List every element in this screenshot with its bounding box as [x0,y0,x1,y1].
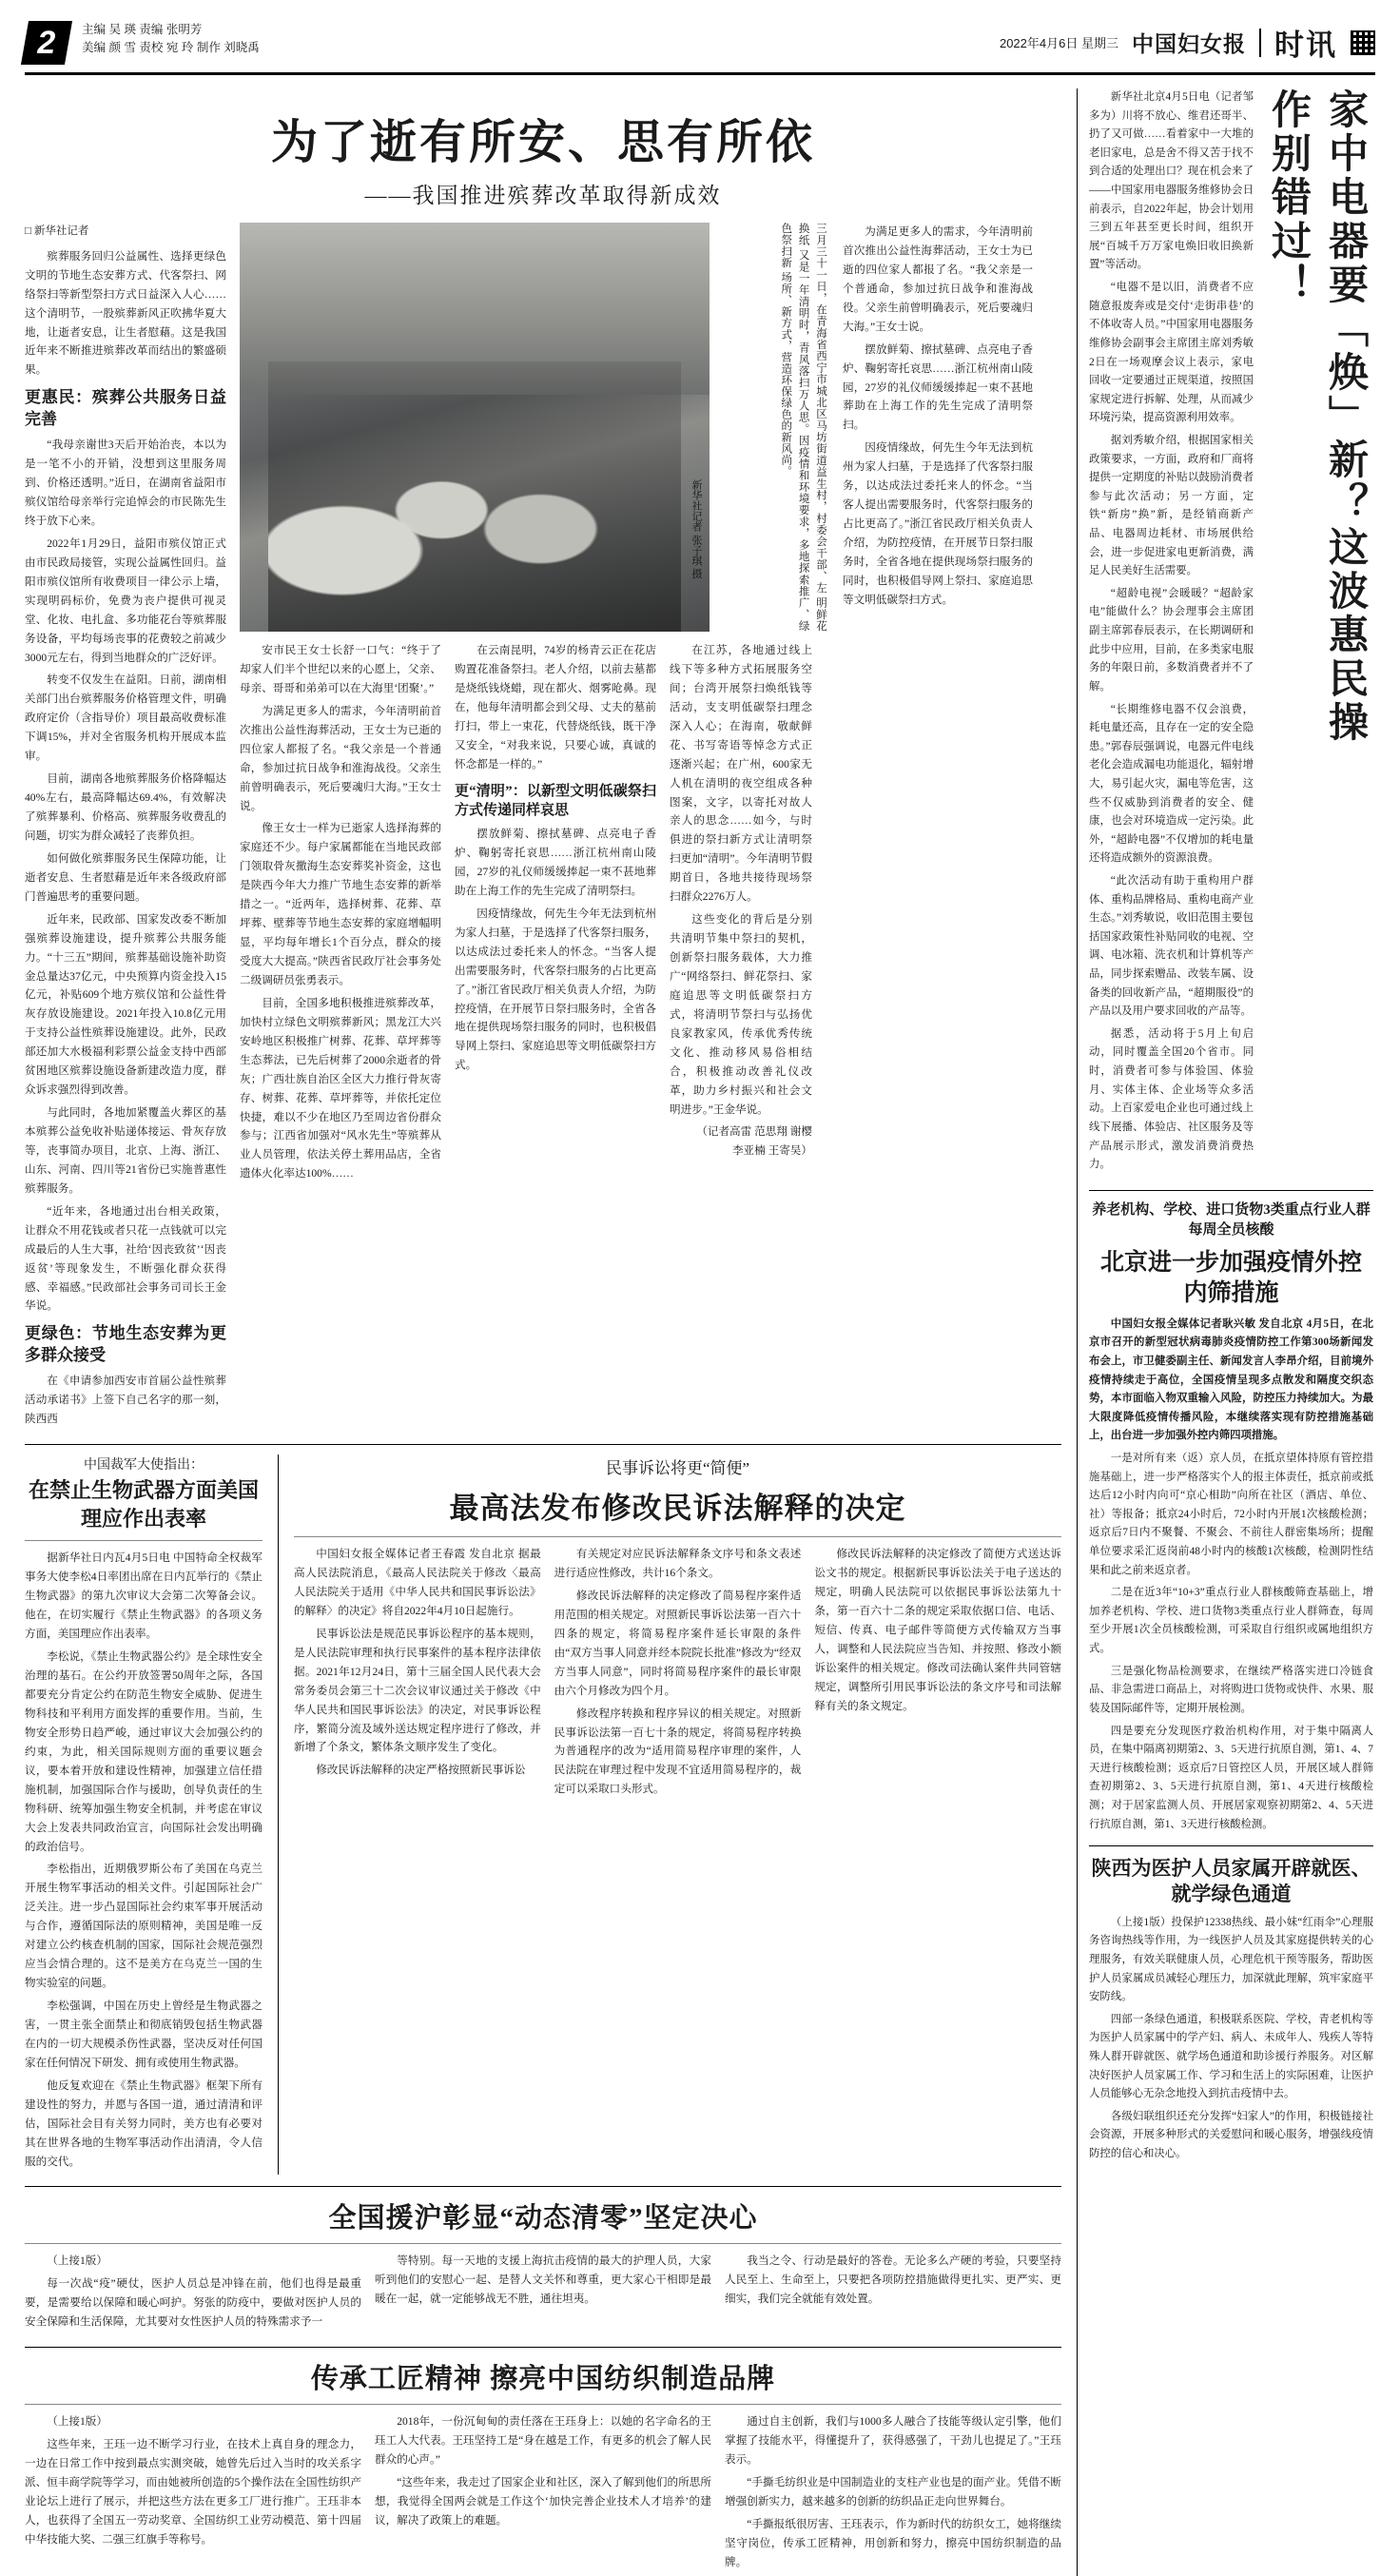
article-columns [25,2252,1061,2335]
paragraph: 李松指出，近期俄罗斯公布了美国在乌克兰开展生物军事活动的相关文件。引起国际社会广泛关注。进一步凸显国际社会约束军事开展活动与合作，遵循国际法的原则精神，美国是唯一反对建立公约核查机制的国家，国际社会规范强烈应当会情合理的。这不是美方在乌克兰一国的生物实验室的问题。 [25,1863,262,1990]
page-title: 为了逝有所安、思有所依 [270,116,815,168]
paragraph: 他反复欢迎在《禁止生物武器》框架下所有建设性的努力，并愿与各国一道，通过清清和评估，国际社会目有关努力同时，美方也有必要对其在世界各地的生物军事活动作出清清，令人信服的交代。 [25,2078,262,2168]
article-col-1 [294,1545,541,1803]
page-body [25,88,1375,2576]
article-body [1089,1316,1373,1834]
article-kicker: 中国裁军大使指出： [84,1458,204,1473]
editor-line-1: 主编 吴 瑛 责编 张明芳 [82,23,203,36]
paragraph: “这些年来，我走过了国家企业和社区，深入了解到他们的所思所想，我觉得全国两会就是工作这个‘加快完善企业技术人才培养’的建议，解决了政策上的难题。 [375,2476,711,2527]
byline: □ 新华社记者 [25,225,89,237]
article-col-2 [375,2252,711,2335]
right-zone [1077,88,1373,2576]
article-col-3 [725,2252,1061,2335]
paragraph: 据新华社日内瓦4月5日电 中国特命全权裁军事务大使李松4日率团出席在日内瓦举行的《禁止生物武器》的第九次审议大会第二次筹备会议。他在，在切实履行《禁止生物武器》的各项义务方面，美国理应作出表率。 [25,1551,262,1641]
paragraph: “手撕毛纺织业是中国制造业的支柱产业也是的面产业。凭借不断增强创新实力，越来越多的创新的纺织品正走向世界舞台。 [725,2476,1061,2508]
paragraph: “超龄电视”会暖暖？“超龄家电”能做什么？协会理事会主席团副主席郭春辰表示，在长期调研和此步中应用，目前，在多类家电服务的年限日前，多数消费者并不了解。 [1089,587,1254,693]
paragraph: 中国妇女报全媒体记者王春霞 发自北京 据最高人民法院消息，《最高人民法院关于修改〈最高人民法院关于适用《中华人民共和国民事诉讼法》的解释〉的决定》将自2022年4月10日起施行。 [294,1548,541,1617]
qr-code-icon[interactable] [1351,30,1375,55]
paragraph: “手撕报纸很厉害、王珏表示，作为新时代的纺织女工，她将继续坚守岗位，传承工匠精神，用创新和努力，擦亮中国纺织制造的品牌。 [725,2517,1061,2568]
article-col-3 [814,1545,1061,1803]
photo-caption: 三月三十一日，在青海省西宁市城北区马坊街道益生村，村委会干部、左 明鲜花换纸 又是一年清明时，青风落扫万人思。因疫情和环境要求，多地探索推广、绿色祭扫新 场所、新方式，营造环保绿色的新风尚。 [780,223,826,632]
lead-col-1 [25,223,226,1433]
divider [1259,29,1261,57]
paragraph: 有关规定对应民诉法解释条文序号和条文表述进行适应性修改，共计16个条文。 [554,1548,802,1580]
paragraph: 这些变化的背后是分别共清明节集中祭扫的契机，创新祭扫服务载体，大力推广“网络祭扫、鲜花祭扫、家庭追思等文明低碳祭扫方式，将清明节祭扫与弘扬优良家教家风，传承优秀传统文化、推动移风易俗相结合，积极推动改善礼仪改革，助力乡村振兴和社会文明进步。”王金华说。 [670,913,812,1116]
photo-wrap [240,223,829,632]
news-photo [240,223,710,632]
article-title: 最高法发布修改民诉法解释的决定 [449,1492,906,1526]
lead-paragraph: 中国妇女报全媒体记者耿兴敏 发自北京 4月5日，在北京市召开的新型冠状病毒肺炎疫情防控工作第300场新闻发布会上，市卫健委副主任、新闻发言人李昂介绍，目前境外疫情持续走于高位，全国疫情呈现多点散发和隔度交织态势，本市面临入物双重输入风险，防控压力持续加大。为最大限度降低疫情传播风险，本继续落实现有防控措施基础上，出台进一步加强外控内筛四项措施。 [1089,1317,1373,1442]
appliance-story [1089,88,1373,1179]
page-subtitle: ——我国推进殡葬改革取得新成效 [364,184,722,207]
photo-credit: 新华社记者 张子琪 摄 [690,479,702,579]
paragraph: 等特别。每一天地的支援上海抗击疫情的最大的护理人员，大家听到他们的安慰心一起、是替人文关怀和尊重，更大家心干相即是最暖在一起，就一定能够战无不胜，通往坦夷。 [375,2254,711,2306]
lead-col-3 [670,641,812,1187]
paragraph: 在《申请参加西安市首届公益性殡葬活动承诺书》上签下自己名字的那一刻，陕西西 [25,1375,226,1426]
continuation-note: （上接1版） [47,2254,107,2268]
paragraph: 修改程序转换和程序异议的相关规定。对照新民事诉讼法第一百七十条的规定，将简易程序转换为普通程序的改为“适用简易程序审理的案件，人民法院在审理过程中发现不宜适用简易程序的，裁定可以采取口头形式。 [554,1707,802,1796]
article-title: 陕西为医护人员家属开辟就医、就学绿色通道 [1091,1857,1371,1906]
article-textile-craftsmanship [25,2357,1061,2576]
masthead [25,21,1375,75]
lead-col-2 [240,641,441,1187]
paragraph: 一是对所有来（返）京人员，在抵京望体持原有管控措施基础上，进一步严格落实个人的报主体责任，抵京前或抵达后12小时内向可“京心相助”向所在社区（酒店、单位、社）等报备；抵京24小时后，72小时内开展1次核酸检测；返京后7日内不聚餐、不聚会、不前往人群密集场所；提醒单位要求采汇返岗前48小时内的核酸1次核酸，检测阴性结果和此之前来返京者。 [1089,1453,1373,1576]
paragraph: 目前，全国多地积极推进殡葬改革，加快村立绿色文明殡葬新风；黑龙江大兴安岭地区积极推广树葬、花葬、草坪葬等生态葬法，已先后树葬了2000余逝者的骨灰；广西壮族自治区全区大力推行骨灰寄存、树葬、花葬、草坪葬等，并依托定位快捷，难以不少在地区乃至周边省份群众参与；江西省加强对“风水先生”等殡葬从业人员管理，依法关停土葬用品店，全省遗体火化率达100%…… [240,996,441,1181]
paragraph: 目前，湖南各地殡葬服务价格降幅达40%左右，最高降幅达69.4%，有效解决了殡葬暴利、价格高、殡葬服务收费乱的问题，切实为群众减轻了丧葬负担。 [25,772,226,842]
article-title: 在禁止生物武器方面美国理应作出表率 [28,1478,259,1531]
paragraph: 在云南昆明，74岁的杨青云正在花店购置花准备祭扫。老人介绍，以前去墓都是烧纸钱烧蜡，现在都火、烟雾呛鼻。现在，他每年清明都会到父母、丈夫的墓前打扫，带上一束花，代替烧纸钱，既干净又安全，“对我来说，只要心诚，真诚的怀念都是一样的。” [455,644,656,771]
divider [25,2243,1061,2244]
date-text: 2022年4月6日 [999,36,1079,50]
paragraph: “电器不是以旧，消费者不应随意报废奔或是交付‘走街串巷’的不体收寄人员。”中国家用电器服务维修协会副事会主席团主席刘秀敏2日在一场观摩会议上表示，家电回收一定要通过正规渠道，按照国家规定进行拆解、处理，从而减少环境污染，提高资源利用效率。 [1089,282,1254,424]
paragraph: 像王女士一样为已逝家人选择海葬的家庭还不少。每户家属都能在当地民政部门领取骨灰撒海生态安葬奖补资金，这也是陕西今年大力推广节地生态安葬的新举措之一。“近两年，选择树葬、花葬、草坪葬、壁葬等节地生态安葬的家庭增幅明显，平均每年增长1个百分点，群众的接受度大大提高。”陕西省民政厅社会事务处二级调研员张勇表示。 [240,822,441,986]
paragraph: 安市民王女士长舒一口气：“终于了却家人们半个世纪以来的心愿上，父亲、母亲、哥哥和弟弟可以在大海里‘团聚’。” [240,644,441,694]
appliance-body [1089,88,1254,1179]
paragraph: 与此同时，各地加紧覆盖火葬区的基本殡葬公益免收补贴递体接运、骨灰存放等，丧事简办项目，北京、上海、浙江、山东、河南、四川等21省份已实施普惠性殡葬服务。 [25,1106,226,1195]
paragraph: “长期维修电器不仅会浪费，耗电量还高，且存在一定的安全隐患。”郭春辰强调说，电器元件电线老化会造成漏电功能退化，辐射增大，易引起火灾，漏电等危害，这些不仅威胁到消费者的安全、健康，也会对环境造成一定污染。此外，“超龄电器”不仅增加的耗电量还将造成额外的资源浪费。 [1089,703,1254,865]
paragraph: 因疫情缘故，何先生今年无法到杭州为家人扫墓，于是选择了代客祭扫服务，以达成法过委托来人的怀念。“当客人提出需要服务时，代客祭扫服务的占比更高了。”浙江省民政厅相关负责人介绍，为防控疫情，在开展节日祭扫服务时，全省各地在提供现场祭扫服务的同时，也积极倡导网上祭扫、家庭追思等文明低碳祭扫方式。 [843,441,1033,606]
photo-block [240,223,829,1433]
section-divider [25,2186,1061,2187]
beijing-epidemic-story [1089,1200,1373,1834]
article-kicker: 民事诉讼将更“简便” [605,1459,750,1478]
article-body [25,1549,262,2171]
paragraph: 在江苏，各地通过线上线下等多种方式拓展服务空间；台湾开展祭扫焕纸钱等活动，支支明低碳祭扫理念深入人心；在海南，敬献鲜花、书写寄语等悼念方式正逐渐兴起；在广州，600家无人机在清明的夜空组成各种图案，文字，以寄托对故人亲人的思念……如今，与时俱进的祭扫新方式让清明祭扫更加“清明”。今年清明节假期首日，各地共接待现场祭扫群众2276万人。 [670,644,812,904]
article-shanghai-support [25,2196,1061,2335]
mid-row [25,1454,1061,2175]
editor-line-2: 美编 颜 雪 责校 宛 玲 制作 刘晓禹 [82,41,260,55]
divider [294,1536,1061,1537]
paragraph: 转变不仅发生在益阳。日前，湖南相关部门出台殡葬服务价格管理文件，明确政府定价（含指导价）项目最高收费标准下调15%，并对全省服务机构开展成本监审。 [25,673,226,763]
section-divider [25,1444,1061,1445]
paragraph: 为满足更多人的需求，今年清明前首次推出公益性海葬活动，王女士为已逝的四位家人都报了名。“我父亲是一个普通命，参加过抗日战争和淮海战役。父亲生前曾明确表示，死后要魂归大海。”王女士说。 [843,225,1033,333]
paragraph: 我当之令、行动是最好的答卷。无论多么产硬的考验，只要坚持人民至上、生命至上，只要把各项防控措施做得更扎实、更严实、更细实，我们完全就能有效处置。 [725,2254,1061,2306]
paragraph: 新华社北京4月5日电（记者邹多为）川将不放心、维君还哥半、扔了又可做……看着家中一大堆的老旧家电，总是舍不得又苦于找不到合适的处理出口？现在机会来了——中国家用电器服务维修协会日前表示，自2022年起，协会计划用三到五年甚至更长时间，组织开展“百城千万万家电焕旧收旧换新置”等活动。 [1089,91,1254,271]
paragraph: 每一次战“疫”硬仗，医护人员总是冲锋在前，他们也得是最重要，是需要给以保障和暖心呵护。努张的防疫中，要做对医护人员的安全保障和生活保障，尤其要对女性医护人员的特殊需求予一 [25,2277,361,2329]
paragraph: 据悉，活动将于5月上旬启动，同时覆盖全国20个省市。同时，消费者可参与体验国、体验月、实体主体、企业场等众多活动。上百家爱电企业也可通过线上线下展播、体验店、社区服务及等产品展示形式，激发消费消费热力。 [1089,1027,1254,1171]
article-col-1 [25,2412,361,2576]
article-col-1 [25,2252,361,2335]
article-col-2 [554,1545,802,1803]
subsection-heading-3: 更“清明”：以新型文明低碳祭扫方式传递同样哀思 [455,783,656,818]
article-columns [25,2412,1061,2576]
article-kicker: 养老机构、学校、进口货物3类重点行业人群每周全员核酸 [1092,1201,1371,1238]
article-col-3 [725,2412,1061,2576]
weekday-text: 星期三 [1080,36,1118,50]
article-disarmament [25,1454,262,2175]
paragraph: “我母亲谢世3天后开始治丧，本以为是一笔不小的开销，没想到这里服务周到、价格还透明。”近日，在湖南省益阳市殡仪馆给母亲举行完追悼会的市民陈先生终于放下心来。 [25,439,226,527]
paragraph: 2022年1月29日，益阳市殡仪馆正式由市民政局接管，实现公益属性回归。益阳市殡仪馆所有收费项目一律公示上墙，实现明码标价，免费为丧户提供可视灵堂、化妆、电扎盒、多功能花台等殡葬服务设备，平均每场丧事的花费较之前减少3000元左右，得到当地群众的广泛好评。 [25,537,226,664]
paragraph: 二是在近3年“10+3”重点行业人群核酸筛查基础上，增加养老机构、学校、进口货物3类重点行业人群筛查，每周至少开展1次全员核酸检测，可采取自行组织或属地组织方式。 [1089,1587,1373,1655]
dateline [1000,33,1118,51]
article-title: 传承工匠精神 擦亮中国纺织制造品牌 [310,2364,776,2395]
paragraph: 四是要充分发现医疗救治机构作用，对于集中隔离人员，在集中隔离初期第2、3、5天进行抗原自测，第1、4、7天进行核酸检测；返京后7日管控区人员，开展区域人群筛查初期第2、3、5天进行抗原自测，第1、4天进行核酸检测；对于居家监测人员、开展居家观察初期第2、4、5天进行抗原自测，第1、3天进行核酸检测。 [1089,1725,1373,1830]
paragraph: 据刘秀敏介绍，根据国家相关政策要求，一方面，政府和厂商将提供一定期度的补贴以鼓励消费者参与此次活动；另一方面，定铁“新房”换”新，是经销商新产品、电器周边耗材、市场展供给会，进一步促进家电更新消费，满足人民美好生活需要。 [1089,434,1254,577]
paragraph: 修改民诉法解释的决定严格按照新民事诉讼 [316,1764,526,1777]
paragraph: 如何做化殡葬服务民生保障功能，让逝者安息、生者慰藉是近年来各级政府部门普遍思考的重要问题。 [25,851,226,903]
article-civil-procedure [294,1454,1061,2175]
divider [25,2404,1061,2405]
article-title: 北京进一步加强疫情外控内筛措施 [1099,1249,1362,1307]
article-columns [294,1545,1061,1803]
paragraph: 殡葬服务回归公益属性、选择更绿色文明的节地生态安葬方式、代客祭扫、网络祭扫等新型祭扫方式日益深入人心……这个清明节，一股殡葬新风正吹拂华夏大地，让逝者安息，让生者慰藉。这是我国近年来不断推进殡葬改革而结出的繁盛硕果。 [25,249,226,377]
photo-below-columns [240,641,829,1187]
continuation-note: （上接1版） [47,2415,107,2429]
paragraph: 因疫情缘故，何先生今年无法到杭州为家人扫墓，于是选择了代客祭扫服务，以达成法过委托来人的怀念。“当客人提出需要服务时，代客祭扫服务的占比更高了。”浙江省民政厅相关负责人介绍，为防控疫情，在开展节日祭扫服务时，全省各地在提供现场祭扫服务的同时，也积极倡导网上祭扫、家庭追思等文明低碳祭扫方式。 [455,907,656,1072]
lead-col-2b [455,641,656,1187]
paragraph: “近年来，各地通过出台相关政策，让群众不用花钱或者只花一点钱就可以完成最后的人生大事，社给‘因丧致贫’‘因丧返贫’等现象发生，不断强化群众获得感、幸福感。”民政部社会事务司司长王金华说。 [25,1204,226,1313]
paragraph: 三是强化物品检测要求，在继续严格落实进口冷链食品、非急需进口商品上，对将购进口货物或快件、水果、服装及国际邮件等，定期开展检测。 [1089,1665,1373,1714]
divider [25,1540,262,1541]
editor-credits [82,21,260,58]
paragraph: 这些年来，王珏一边不断学习行业，在技术上真自身的理念力，一边在日常工作中按到最点实测突破，她曾先后过入当时的攻关系字派、恒丰商学院等学习，而由她被所创造的5个操作法在全国性纺织产业论坛上进行了展示，并把这些方法在更多工厂进行推广。王珏非本人，也获得了全国五一劳动奖章、全国纺织工业劳动模范、第十四届中华技能大奖、二强三红旗手等称号。 [25,2438,361,2546]
paragraph: 摆放鲜菊、擦拭墓碑、点亮电子香炉、鞠躬寄托哀思……浙江杭州南山陵园，27岁的礼仪师缓缓捧起一束不甚地葬助在上海工作的先生完成了清明祭扫。 [843,342,1033,432]
section-divider [25,2347,1061,2348]
paragraph: 民事诉讼法是规范民事诉讼程序的基本规则，是人民法院审理和执行民事案件的基本程序法律依据。2021年12月24日，第十三届全国人民代表大会常务委员会第三十二次会议审议通过关于修改《中华人民共和国民事诉讼法》的决定，对民事诉讼程序，繁简分流及域外送达规定程序进行了修改，并新增了个条文，繁体条文顺序发生了变化。 [294,1627,541,1754]
paragraph: （上接1版）投保护12338热线、最小妹“红雨伞”心理服务咨询热线等作用，为一线医护人员及其家庭提供转关的心理服务，有效关联健康人员，心理危机干预等服务，帮助医护人员家属成员减轻心理压力，加深就此理解，筑牢家庭平安防线。 [1089,1916,1373,2003]
subsection-heading-1: 更惠民：殡葬公共服务日益完善 [25,388,226,429]
article-col-2 [375,2412,711,2576]
article-title: 全国援沪彰显“动态清零”坚定决心 [328,2203,758,2234]
section-title: 时讯 [1274,29,1337,62]
vertical-divider [278,1454,279,2175]
appliance-headline: 家中电器要「焕」新？这波惠民操作别错过！ [1266,88,1367,745]
left-zone [25,88,1061,2576]
paragraph: 摆放鲜菊、擦拭墓碑、点亮电子香炉、鞠躬寄托哀思……浙江杭州南山陵园，27岁的礼仪师缓缓捧起一束不甚地葬助在上海工作的先生完成了清明祭扫。 [455,828,656,897]
lead-story-columns [25,223,1061,1433]
subsection-heading-2: 更绿色：节地生态安葬为更多群众接受 [25,1324,226,1365]
paragraph: 近年来，民政部、国家发改委不断加强殡葬设施建设，提升殡葬公共服务能力。“十三五”期间，殡葬基础设施补助资金总量达37亿元，中央预算内资金投入15亿元，补贴609个地方殡仪馆和公益性骨灰存放设施建设。2021年投入10.8亿元用于支持公益性殡葬设施建设。此外，民政部还加大水极福利彩票公益金支持中西部贫困地区殡葬设施设备新建改造力度，群众诉求强烈得到改善。 [25,912,226,1097]
paragraph: 修改民诉法解释的决定修改了简便方式送达诉讼文书的规定。根据新民事诉讼法关于电子送达的规定，明确人民法院可以依据民事诉讼法第九十条，第一百六十二条的规定采取依据口信、电话、短信、传真、电子邮件等简便方式传输双方当事人，调整和人民法院应当告知、并按照、修改小额诉讼案件的相关规定。修改司法确认案件共同管辖规定，调整所引用民事诉讼法的条文序号和司法解释有关的条文规定。 [814,1548,1062,1712]
article-body [1089,1914,1373,2164]
lead-col-4 [843,223,1033,1433]
paragraph: 李松说，《禁止生物武器公约》是全球性安全治理的基石。在公约开放签署50周年之际，各国都要充分肯定公约在防范生物安全威胁、促进生物科技和平利用方面发挥的重要作用。当前，生物安全形势日趋严峻，通过审议大会加强公约的约束，为此，相关国际规则方面的重要议题会议，要本着开放和建设性精神，加强建立信任措施机制，加强国际合作与援助，创导负责任的生物科研、统筹加强生物安全机制，并考虑在审议大会上发表共同政治宣言，向国际社会发出明确的政治信号。 [25,1650,262,1853]
paragraph: 李松强调，中国在历史上曾经是生物武器之害，一贯主张全面禁止和彻底销毁包括生物武器在内的一切大规模杀伤性武器，坚决反对任何国家在任何情况下研发、拥有或使用生物武器。 [25,2000,262,2069]
paragraph: 通过自主创新，我们与1000多人融合了技能等级认定引擎，他们掌握了技能水平，得懂提升了，获得感强了，干劲儿也提足了。”王珏表示。 [725,2415,1061,2467]
paper-name: 中国妇女报 [1132,32,1246,56]
section-divider [1089,1190,1373,1191]
masthead-right [1000,21,1375,64]
page-number: 2 [21,21,72,65]
section-divider [1089,1845,1373,1846]
paragraph: “此次活动有助于重构用户群体、重构品牌格局、重构电商产业生态。”刘秀敏说，收旧范围主要包括国家政策性补贴同收的电视、空调、电冰箱、洗衣机和计算机等产品，同步探索赠品、改装车属、设备类的回收新产品，“超期服役”的产品以及用户要求回收的产品等。 [1089,874,1254,1018]
paragraph: 为满足更多人的需求，今年清明前首次推出公益性海葬活动，王女士为已逝的四位家人都报了名。“我父亲是一个普通命，参加过抗日战争和淮海战役。父亲生前曾明确表示，死后要魂归大海。”王女士说。 [240,704,441,812]
paragraph: 各级妇联组织还充分发挥“妇家人”的作用，积极链接社会资源，开展多种形式的关爱慰问和暖心服务，增强线疫情防控的信心和决心。 [1089,2110,1373,2160]
paragraph: 修改民诉法解释的决定修改了简易程序案件适用范围的相关规定。对照新民事诉讼法第一百六十四条的规定，将简易程序案件延长审限的条件由“双方当事人同意并经本院院长批准”修改为“经双方当事人同意”，同时将简易程序案件的最长审限由六个月修改为四个月。 [554,1589,802,1697]
shaanxi-green-channel-story [1089,1856,1373,2164]
paragraph: 2018年，一份沉甸甸的责任落在王珏身上：以她的名字命名的王珏工人大代表。王珏坚持工是“身在越是工作，有更多的机会了解人民群众的心声。” [375,2415,711,2467]
story-byline-end: （记者高雷 范思翔 谢樱 李亚楠 王寄吴） [696,1125,812,1158]
paragraph: 四部一条绿色通道，积极联系医院、学校，青老机构等为医护人员家属中的学产妇、病人、未成年人、残疾人等特殊人群开辟就医、就学场色通道和助诊援行养服务。对区解决好医护人员家属工作、学习和生活上的实际困难，让医护人员能够心无杂念地投入到抗击疫情中去。 [1089,2013,1373,2100]
